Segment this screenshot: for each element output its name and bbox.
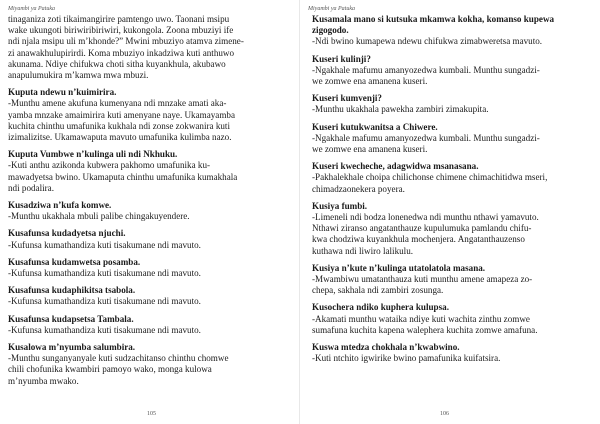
meaning-line: kuthawa ndi liwiro lalikulu. <box>312 245 414 256</box>
proverb-meaning <box>8 160 292 194</box>
proverb-term: Kuputa Vumbwe n’kulinga uli ndi Nkhuku. <box>8 149 178 160</box>
running-header: Miyambi ya Patuka <box>8 6 55 12</box>
left-content <box>8 14 292 387</box>
proverb-entry <box>312 263 592 297</box>
meaning-line: mawadyetsa bwino. Ukamaputa chinthu umafunika kumakhala <box>8 171 238 182</box>
proverb-meaning <box>312 36 592 47</box>
proverb-entry <box>312 342 592 364</box>
proverb-term: Kuseri kwecheche, adagwidwa msanasana. <box>312 161 479 172</box>
proverb-meaning <box>8 296 292 307</box>
meaning-line: we zomwe ena amanena kuseri. <box>312 76 428 87</box>
right-page <box>300 0 600 424</box>
meaning-line: -Kufunsa kumathandiza kuti tisakumane ndi mavuto. <box>8 324 201 335</box>
meaning-line: -Ngakhale mafumu amanyozedwa kumbali. Munthu sungadzi- <box>312 132 540 143</box>
proverb-term: Kusadziwa n’kufa komwe. <box>8 200 112 211</box>
proverb-term: Kuputa ndewu n’kuimirira. <box>8 87 117 98</box>
intro-line: zi anawakhulupirirdi. Koma mbuziyo inkadziwa kuti anthuwo <box>8 47 235 58</box>
proverb-meaning <box>8 268 292 279</box>
proverb-meaning <box>8 325 292 336</box>
meaning-line: chepa, sakhala ndi zambiri zosunga. <box>312 285 444 296</box>
proverb-entry <box>312 14 592 48</box>
proverb-meaning <box>8 240 292 251</box>
intro-line: anapulumukira m’kamwa mwa mbuzi. <box>8 70 149 81</box>
proverb-term: Kuseri kulinji? <box>312 53 371 64</box>
proverb-meaning <box>8 211 292 222</box>
proverb-term: Kusalowa m’nyumba salumbira. <box>8 342 136 353</box>
meaning-line: -Kufunsa kumathandiza kuti tisakumane ndi mavuto. <box>8 239 201 250</box>
proverb-meaning <box>312 172 592 194</box>
proverb-entry <box>312 302 592 336</box>
meaning-line: kuchita chinthu umafunika kukhala ndi zonse zokwanira kuti <box>8 120 230 131</box>
proverb-entry <box>8 149 292 194</box>
meaning-line: -Ndi bwino kumapewa ndewu chifukwa zimabweretsa mavuto. <box>312 36 543 47</box>
proverb-term: Kuseri kutukwanitsa a Chiwere. <box>312 121 438 132</box>
proverb-entry <box>8 228 292 250</box>
proverb-entry <box>312 201 592 257</box>
proverb-meaning <box>312 133 592 155</box>
meaning-line: we zomwe ena amanena kuseri. <box>312 144 428 155</box>
intro-line: wake ukungoti biriwiribiriwiri, kukongola. Zoona mbuziyi ife <box>8 25 234 36</box>
proverb-term: Kusamala mano si kutsuka mkamwa kokha, komanso kupewa zigogodo. <box>312 14 555 36</box>
meaning-line: ndi podalira. <box>8 182 54 193</box>
meaning-line: -Kuti ntchito igwirike bwino pamafunika kuifatsira. <box>312 353 501 364</box>
page-number: 106 <box>440 411 449 417</box>
proverb-term: Kusochera ndiko kuphera kulupsa. <box>312 302 449 313</box>
meaning-line: -Pakhalekhale choipa chilichonse chimene chimachitidwa mseri, <box>312 172 548 183</box>
meaning-line: -Ngakhale mafumu amanyozedwa kumbali. Munthu sungadzi- <box>312 64 540 75</box>
intro-line: ndi njala msipu uli m’khonde?” Mwini mbuziyo atamva zimene- <box>8 36 244 47</box>
proverb-entry <box>8 285 292 307</box>
meaning-line: sumafuna kuchita kapena walephera kuchita zomwe amafuna. <box>312 324 538 335</box>
meaning-line: -Munthu ukakhala pawekha zambiri zimakupita. <box>312 104 489 115</box>
page-number: 105 <box>147 411 156 417</box>
proverb-entry <box>8 87 292 143</box>
proverb-term: Kusafunsa kudamwetsa posamba. <box>8 256 141 267</box>
proverb-entry <box>8 257 292 279</box>
proverb-meaning <box>312 104 592 115</box>
proverb-entry <box>8 342 292 387</box>
proverb-entry <box>312 93 592 115</box>
intro-line: akunama. Ndiye chifukwa choti sitha kuyankhula, akubawo <box>8 58 226 69</box>
meaning-line: -Munthu amene akufuna kumenyana ndi mnzake amati aka- <box>8 98 227 109</box>
proverb-term: Kusiya n’kute n’kulinga utatolatola masana. <box>312 262 486 273</box>
proverb-entry <box>8 314 292 336</box>
proverb-meaning <box>312 65 592 87</box>
proverb-term: Kuswa mtedza chokhala n’kwabwino. <box>312 342 460 353</box>
proverb-meaning <box>312 274 592 296</box>
proverb-term: Kusafunsa kudapsetsa Tambala. <box>8 313 134 324</box>
meaning-line: -Kufunsa kumathandiza kuti tisakumane ndi mavuto. <box>8 296 201 307</box>
proverb-entry <box>8 200 292 222</box>
meaning-line: kwa chodziwa kuyankhula mochenjera. Angatanthauzenso <box>312 234 525 245</box>
proverb-entry <box>312 54 592 88</box>
meaning-line: -Kuti anthu azikonda kubwera pakhomo umafunika ku- <box>8 160 211 171</box>
proverb-entry <box>312 122 592 156</box>
meaning-line: yamba mnzake amaimirira kuti amenyane naye. Ukamayamba <box>8 109 235 120</box>
meaning-line: izimalizitse. Ukamawaputa mavuto umafunika kulimba nazo. <box>8 132 232 143</box>
meaning-line: -Akamati munthu wataika ndiye kuti wachita zinthu zomwe <box>312 313 530 324</box>
meaning-line: m’nyumba mwako. <box>8 375 79 386</box>
intro-paragraph <box>8 14 292 81</box>
proverb-term: Kuseri kumvenji? <box>312 93 382 104</box>
meaning-line: -Munthu sunganyanyale kuti sudzachitanso chinthu chomwe <box>8 353 229 364</box>
proverb-meaning <box>312 212 592 257</box>
proverb-term: Kusafunsa kudaphikitsa tsabola. <box>8 285 136 296</box>
running-header: Miyambi ya Patuka <box>308 6 355 12</box>
meaning-line: -Munthu ukakhala mbuli palibe chingakuyendere. <box>8 211 190 222</box>
proverb-meaning <box>8 98 292 143</box>
proverb-meaning <box>312 353 592 364</box>
meaning-line: chili chofunika kwambiri pamoyo wako, monga kulowa <box>8 364 212 375</box>
proverb-meaning <box>312 314 592 336</box>
proverb-term: Kusafunsa kudadyetsa njuchi. <box>8 228 126 239</box>
meaning-line: Nthawi ziranso angatanthauze kupulumuka pamlandu chifu- <box>312 223 532 234</box>
meaning-line: -Kufunsa kumathandiza kuti tisakumane ndi mavuto. <box>8 268 201 279</box>
meaning-line: -Limeneli ndi bodza lonenedwa ndi munthu nthawi yamavuto. <box>312 212 539 223</box>
meaning-line: chimadzaonekera poyera. <box>312 183 405 194</box>
proverb-entry <box>312 161 592 195</box>
meaning-line: -Mwambiwu umatanthauza kuti munthu amene amapeza zo- <box>312 274 533 285</box>
right-content <box>312 14 592 364</box>
intro-line: tinaganiza zoti tikaimangirire pamtengo uwo. Taonani msipu <box>8 14 230 24</box>
proverb-meaning <box>8 353 292 387</box>
proverb-term: Kusiya fumbi. <box>312 200 368 211</box>
